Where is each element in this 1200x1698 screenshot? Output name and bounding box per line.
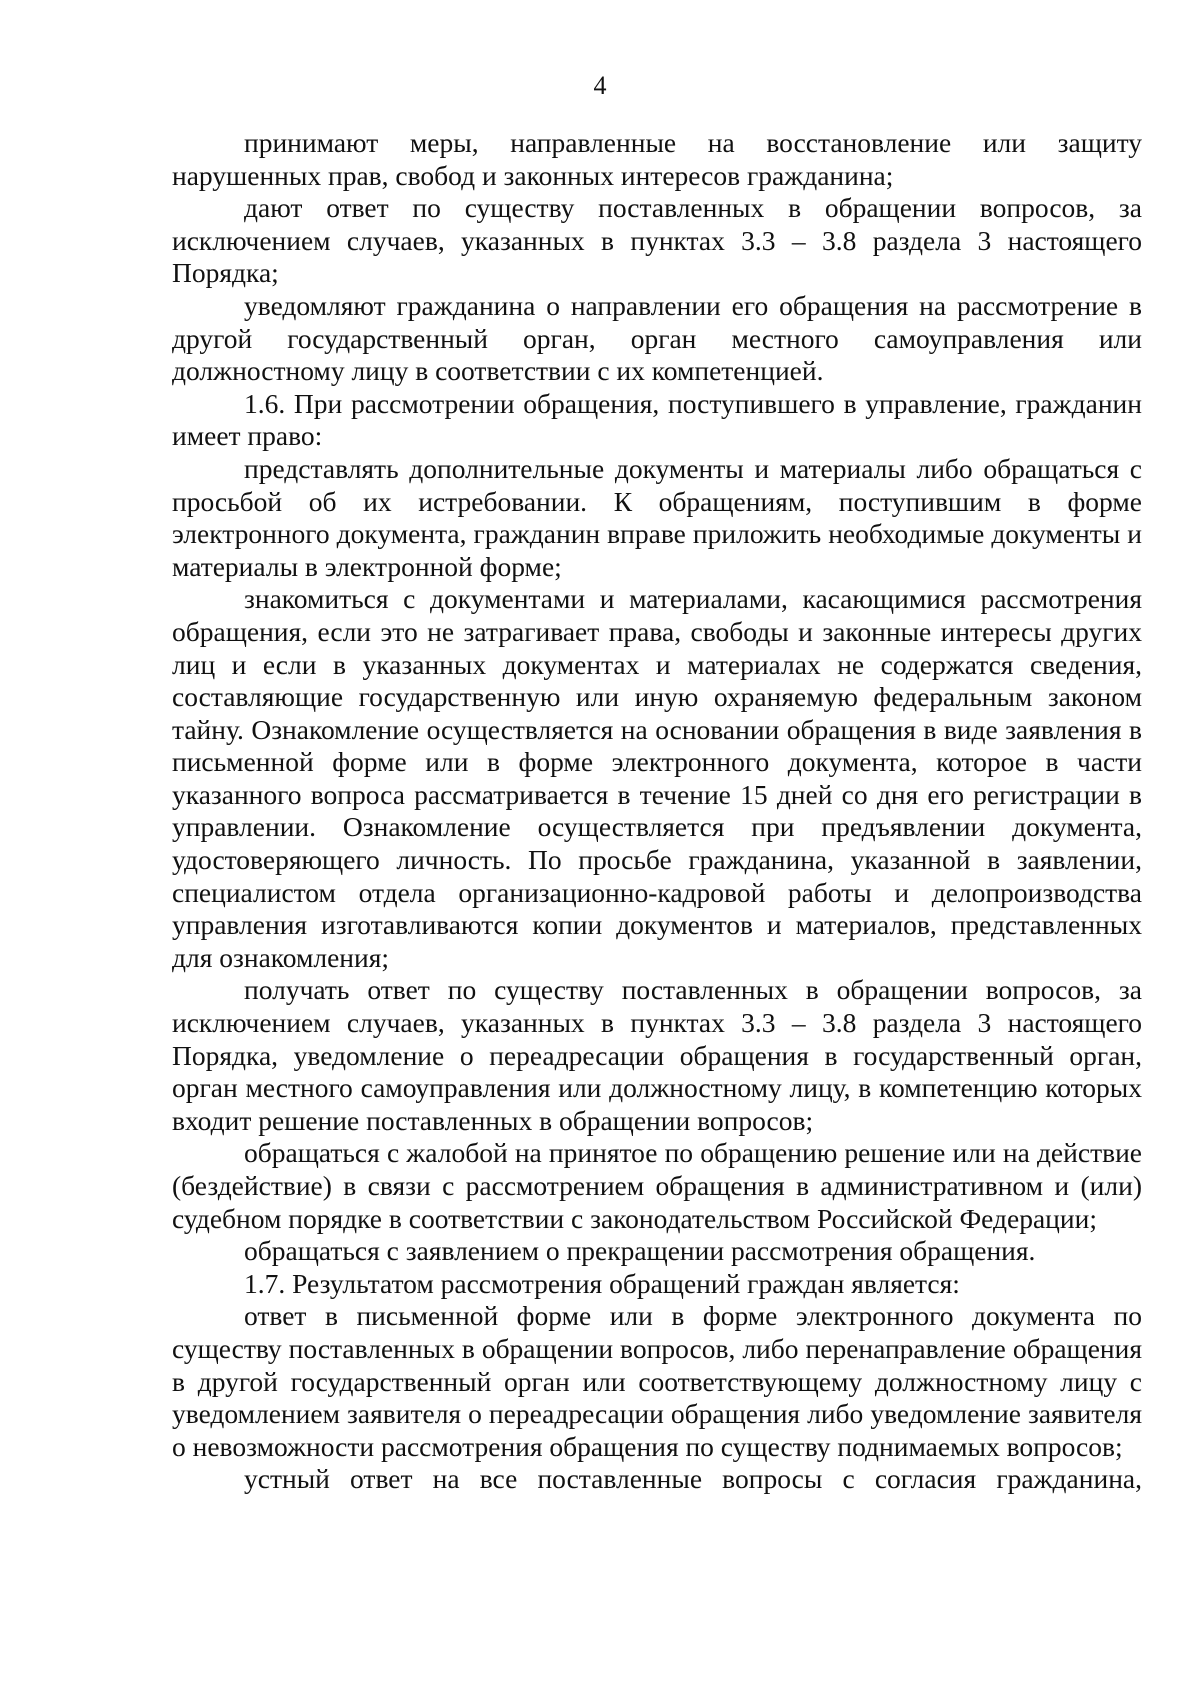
- paragraph: знакомиться с документами и материалами, касающимися рассмотрения обращения, если это не затрагивает права, свободы и законные интересы других лиц и если в указанных документах и материалах не содержатся сведения, составляющие государственную или иную охраняемую федеральным законом тайну. Ознакомление осуществляется на основании обращения в виде заявления в письменной форме или в форме электронного документа, которое в части указанного вопроса рассматривается в течение 15 дней со дня его регистрации в управлении. Ознакомление осуществляется при предъявлении документа, удостоверяющего личность. По просьбе гражданина, указанной в заявлении, специалистом отдела организационно-кадровой работы и делопроизводства управления изготавливаются копии документов и материалов, представленных для ознакомления;: [172, 583, 1142, 973]
- paragraph: получать ответ по существу поставленных в обращении вопросов, за исключением случаев, указанных в пунктах 3.3 – 3.8 раздела 3 настоящего Порядка, уведомление о переадресации обращения в государственный орган, орган местного самоуправления или должностному лицу, в компетенцию которых входит решение поставленных в обращении вопросов;: [172, 974, 1142, 1136]
- paragraph: устный ответ на все поставленные вопросы с согласия гражданина,: [244, 1463, 1142, 1495]
- paragraph: ответ в письменной форме или в форме электронного документа по существу поставленных в обращении вопросов, либо перенаправление обращения в другой государственный орган или соответствующему должностному лицу с уведомлением заявителя о переадресации обращения либо уведомление заявителя о невозможности рассмотрения обращения по существу поднимаемых вопросов;: [172, 1300, 1142, 1462]
- paragraph: уведомляют гражданина о направлении его обращения на рассмотрение в другой государственный орган, орган местного самоуправления или должностному лицу в соответствии с их компетенцией.: [172, 289, 1142, 387]
- paragraph: 1.6. При рассмотрении обращения, поступившего в управление, гражданин имеет право:: [172, 387, 1142, 452]
- paragraph: принимают меры, направленные на восстановление или защиту нарушенных прав, свобод и законных интересов гражданина;: [172, 127, 1142, 191]
- page-number: 4: [593, 71, 607, 100]
- paragraph: 1.7. Результатом рассмотрения обращений граждан является:: [244, 1267, 960, 1299]
- paragraph: обращаться с заявлением о прекращении рассмотрения обращения.: [244, 1235, 1036, 1267]
- paragraph: представлять дополнительные документы и материалы либо обращаться с просьбой об их истребовании. К обращениям, поступившим в форме электронного документа, гражданин вправе приложить необходимые документы и материалы в электронной форме;: [172, 452, 1142, 582]
- paragraph: обращаться с жалобой на принятое по обращению решение или на действие (бездействие) в связи с рассмотрением обращения в административном и (или) судебном порядке в соответствии с законодательством Российской Федерации;: [172, 1137, 1142, 1234]
- paragraph: дают ответ по существу поставленных в обращении вопросов, за исключением случаев, указанных в пунктах 3.3 – 3.8 раздела 3 настоящего Порядка;: [172, 192, 1142, 289]
- document-body: [172, 127, 1142, 1496]
